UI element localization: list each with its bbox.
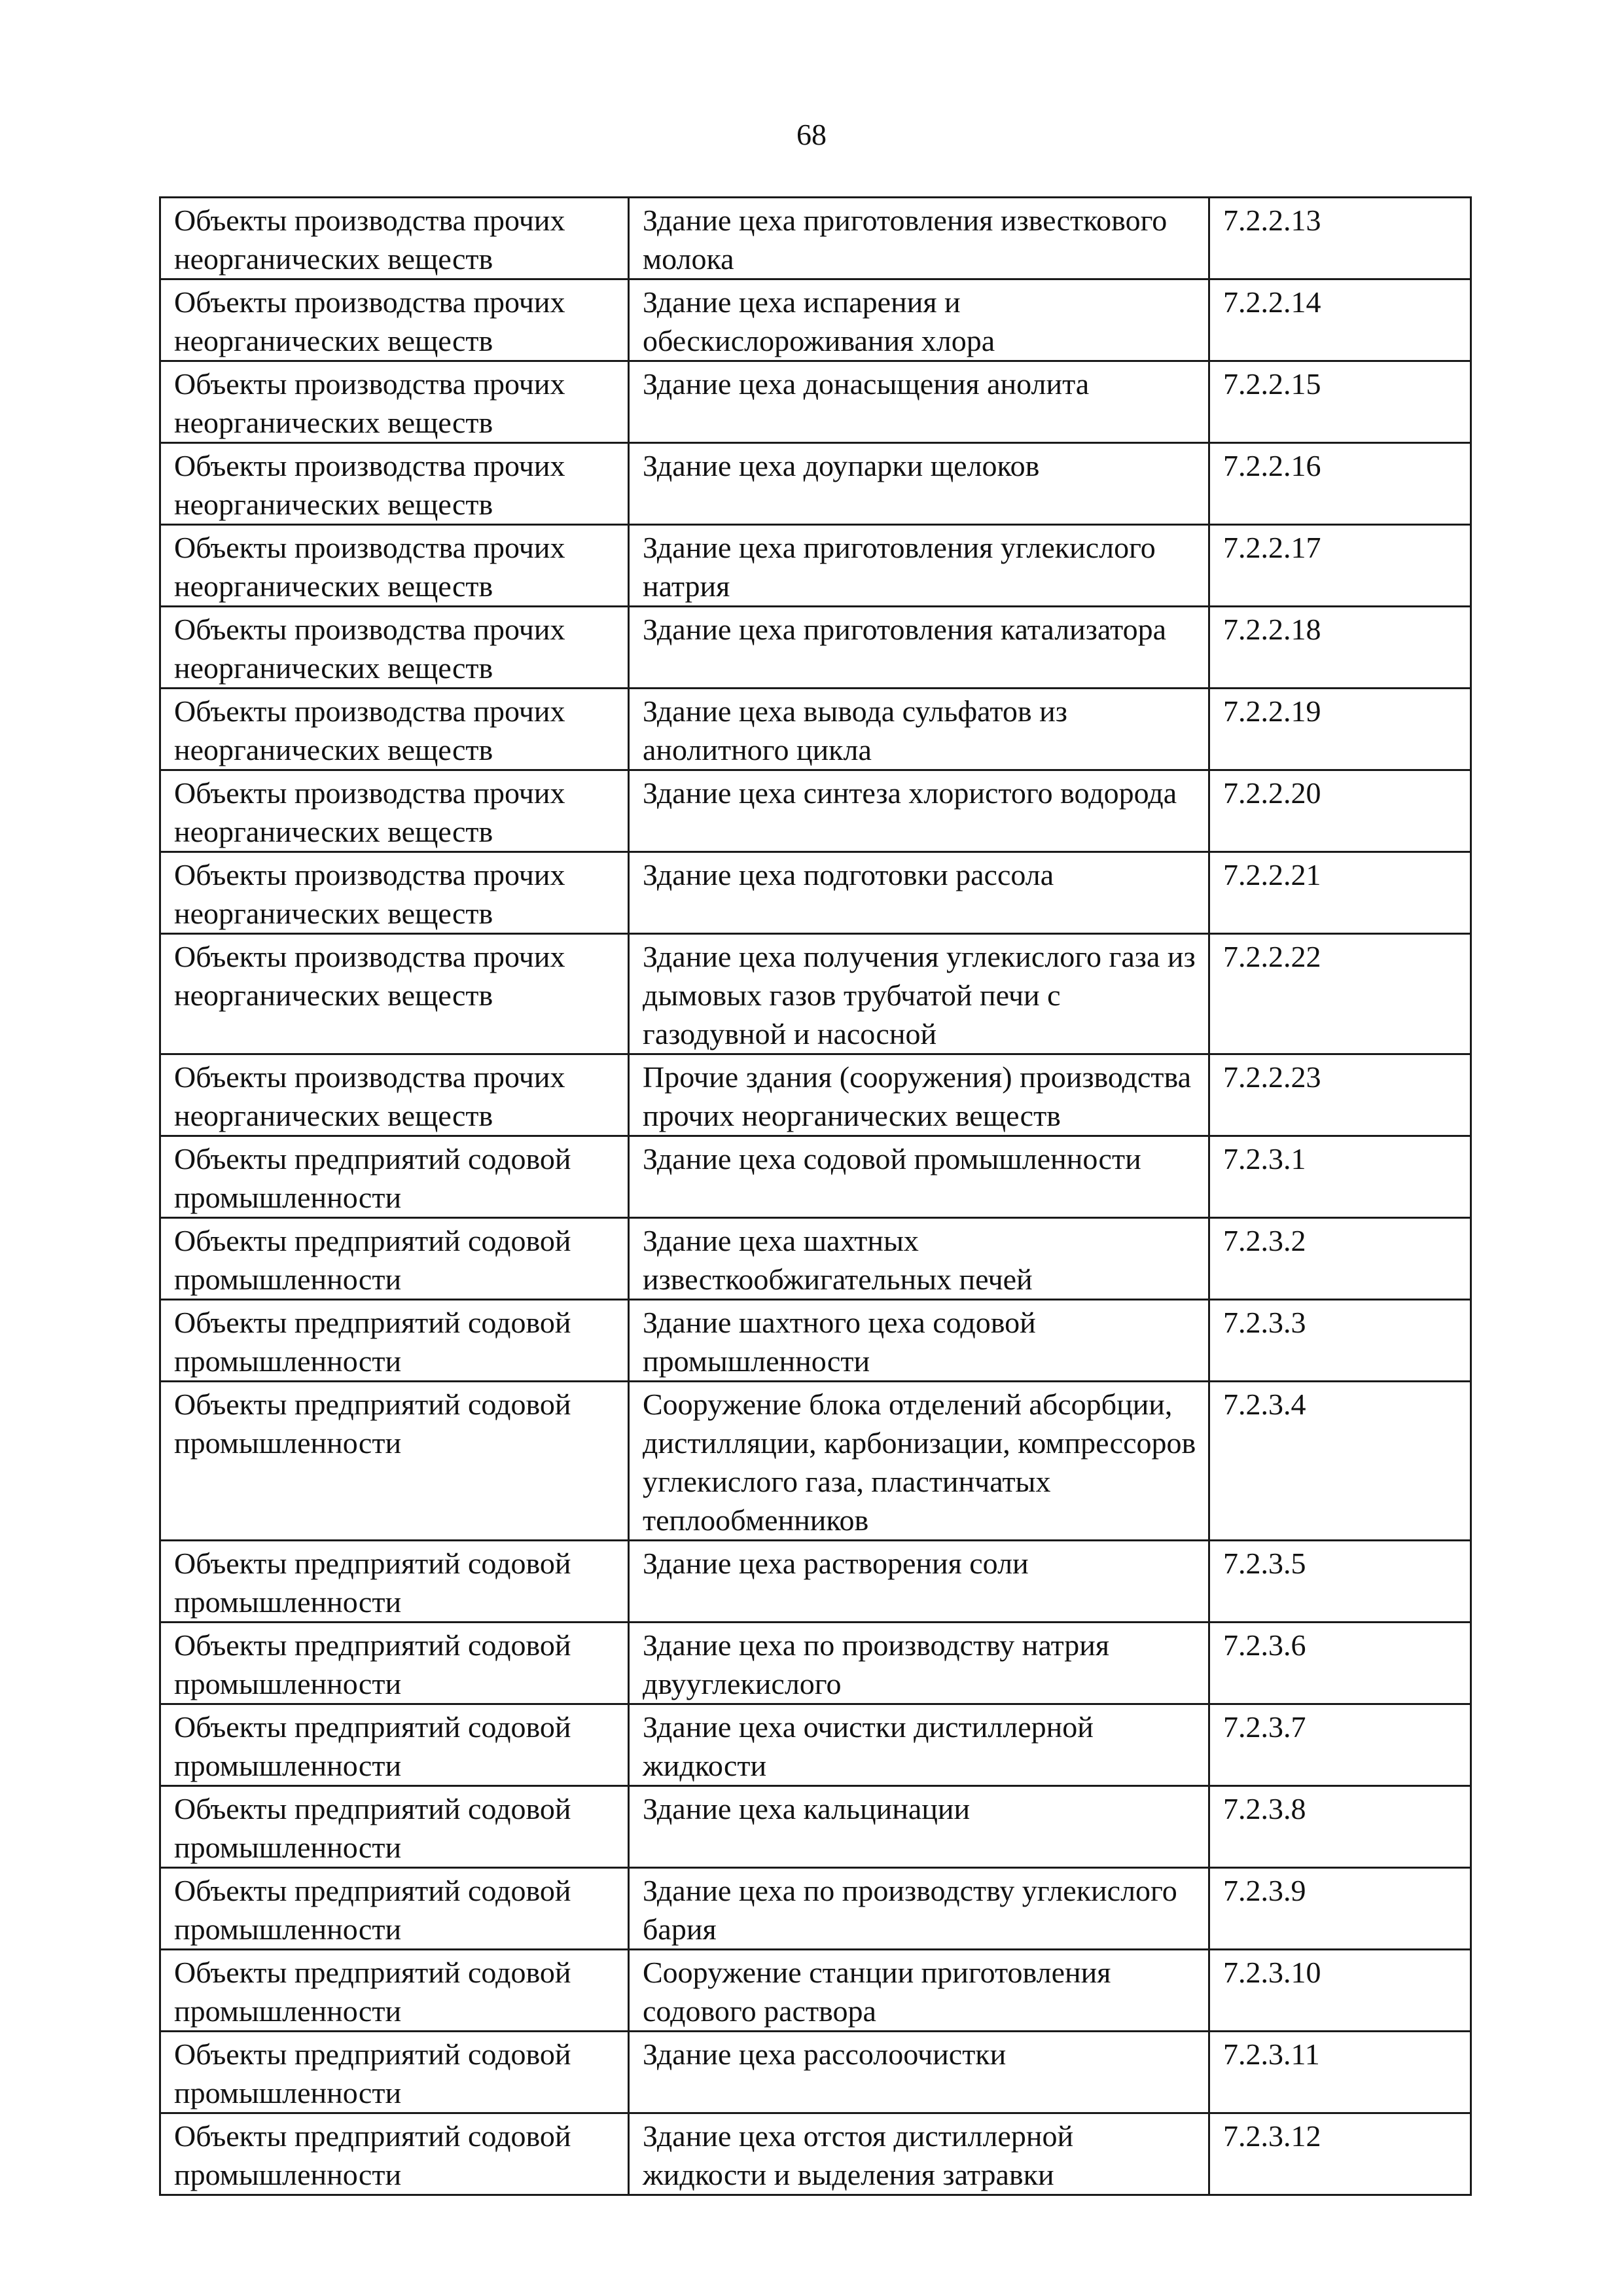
code-cell: 7.2.3.9 [1209, 1868, 1471, 1950]
table-row [160, 607, 1471, 689]
code-cell: 7.2.3.5 [1209, 1541, 1471, 1623]
code-cell: 7.2.2.18 [1209, 607, 1471, 689]
group-cell: Объекты предприятий содовой промышленности [160, 2113, 629, 2195]
table-row [160, 1382, 1471, 1541]
object-cell: Здание цеха рассолоочистки [629, 2032, 1209, 2113]
table-row [160, 689, 1471, 770]
table-row [160, 1868, 1471, 1950]
object-cell: Здание цеха по производству натрия двууглекислого [629, 1623, 1209, 1704]
object-classification-table [159, 196, 1472, 2196]
table-row [160, 279, 1471, 361]
group-cell: Объекты производства прочих неорганических веществ [160, 279, 629, 361]
code-cell: 7.2.2.16 [1209, 443, 1471, 525]
table-row [160, 1950, 1471, 2032]
table-row [160, 934, 1471, 1054]
code-cell: 7.2.3.7 [1209, 1704, 1471, 1786]
code-cell: 7.2.2.20 [1209, 770, 1471, 852]
table-row [160, 2032, 1471, 2113]
group-cell: Объекты производства прочих неорганических веществ [160, 198, 629, 279]
table-row [160, 770, 1471, 852]
object-cell: Здание цеха очистки дистиллерной жидкости [629, 1704, 1209, 1786]
object-cell: Здание цеха шахтных известкообжигательных печей [629, 1218, 1209, 1300]
code-cell: 7.2.3.11 [1209, 2032, 1471, 2113]
group-cell: Объекты предприятий содовой промышленности [160, 1136, 629, 1218]
code-cell: 7.2.3.8 [1209, 1786, 1471, 1868]
object-cell: Здание цеха донасыщения анолита [629, 361, 1209, 443]
object-cell: Здание цеха синтеза хлористого водорода [629, 770, 1209, 852]
object-cell: Здание шахтного цеха содовой промышленности [629, 1300, 1209, 1382]
code-cell: 7.2.2.19 [1209, 689, 1471, 770]
group-cell: Объекты производства прочих неорганических веществ [160, 607, 629, 689]
table-row [160, 443, 1471, 525]
group-cell: Объекты производства прочих неорганических веществ [160, 1054, 629, 1136]
code-cell: 7.2.3.4 [1209, 1382, 1471, 1541]
code-cell: 7.2.2.14 [1209, 279, 1471, 361]
group-cell: Объекты предприятий содовой промышленности [160, 1950, 629, 2032]
group-cell: Объекты производства прочих неорганических веществ [160, 525, 629, 607]
object-cell: Здание цеха приготовления углекислого натрия [629, 525, 1209, 607]
page-number: 68 [796, 118, 827, 151]
object-cell: Здание цеха содовой промышленности [629, 1136, 1209, 1218]
code-cell: 7.2.3.12 [1209, 2113, 1471, 2195]
object-cell: Здание цеха приготовления известкового молока [629, 198, 1209, 279]
group-cell: Объекты производства прочих неорганических веществ [160, 443, 629, 525]
table-row [160, 852, 1471, 934]
code-cell: 7.2.3.1 [1209, 1136, 1471, 1218]
table-row [160, 1300, 1471, 1382]
code-cell: 7.2.2.17 [1209, 525, 1471, 607]
code-cell: 7.2.3.2 [1209, 1218, 1471, 1300]
table-row [160, 525, 1471, 607]
table-row [160, 1054, 1471, 1136]
object-cell: Сооружение блока отделений абсорбции, дистилляции, карбонизации, компрессоров углекислого газа, пластинчатых теплообменников [629, 1382, 1209, 1541]
table-body [160, 198, 1471, 2195]
object-cell: Здание цеха испарения и обескислороживания хлора [629, 279, 1209, 361]
object-cell: Здание цеха растворения соли [629, 1541, 1209, 1623]
table-row [160, 198, 1471, 279]
table-row [160, 1218, 1471, 1300]
object-cell: Здание цеха приготовления катализатора [629, 607, 1209, 689]
table-row [160, 1136, 1471, 1218]
group-cell: Объекты предприятий содовой промышленности [160, 1541, 629, 1623]
code-cell: 7.2.3.10 [1209, 1950, 1471, 2032]
code-cell: 7.2.2.22 [1209, 934, 1471, 1054]
code-cell: 7.2.2.21 [1209, 852, 1471, 934]
object-cell: Здание цеха отстоя дистиллерной жидкости и выделения затравки [629, 2113, 1209, 2195]
object-cell: Здание цеха по производству углекислого бария [629, 1868, 1209, 1950]
code-cell: 7.2.2.23 [1209, 1054, 1471, 1136]
group-cell: Объекты предприятий содовой промышленности [160, 1704, 629, 1786]
group-cell: Объекты производства прочих неорганических веществ [160, 770, 629, 852]
object-cell: Здание цеха подготовки рассола [629, 852, 1209, 934]
table-row [160, 2113, 1471, 2195]
group-cell: Объекты производства прочих неорганических веществ [160, 689, 629, 770]
group-cell: Объекты предприятий содовой промышленности [160, 1300, 629, 1382]
code-cell: 7.2.2.13 [1209, 198, 1471, 279]
table-row [160, 361, 1471, 443]
group-cell: Объекты производства прочих неорганических веществ [160, 361, 629, 443]
group-cell: Объекты предприятий содовой промышленности [160, 1868, 629, 1950]
object-cell: Прочие здания (сооружения) производства прочих неорганических веществ [629, 1054, 1209, 1136]
object-cell: Сооружение станции приготовления содового раствора [629, 1950, 1209, 2032]
object-cell: Здание цеха кальцинации [629, 1786, 1209, 1868]
object-cell: Здание цеха получения углекислого газа из дымовых газов трубчатой печи с газодувной и насосной [629, 934, 1209, 1054]
group-cell: Объекты предприятий содовой промышленности [160, 2032, 629, 2113]
group-cell: Объекты производства прочих неорганических веществ [160, 934, 629, 1054]
group-cell: Объекты предприятий содовой промышленности [160, 1218, 629, 1300]
table-row [160, 1786, 1471, 1868]
object-cell: Здание цеха вывода сульфатов из анолитного цикла [629, 689, 1209, 770]
group-cell: Объекты предприятий содовой промышленности [160, 1623, 629, 1704]
group-cell: Объекты производства прочих неорганических веществ [160, 852, 629, 934]
group-cell: Объекты предприятий содовой промышленности [160, 1786, 629, 1868]
table-row [160, 1541, 1471, 1623]
table-row [160, 1704, 1471, 1786]
code-cell: 7.2.3.6 [1209, 1623, 1471, 1704]
table-row [160, 1623, 1471, 1704]
group-cell: Объекты предприятий содовой промышленности [160, 1382, 629, 1541]
code-cell: 7.2.2.15 [1209, 361, 1471, 443]
object-cell: Здание цеха доупарки щелоков [629, 443, 1209, 525]
code-cell: 7.2.3.3 [1209, 1300, 1471, 1382]
